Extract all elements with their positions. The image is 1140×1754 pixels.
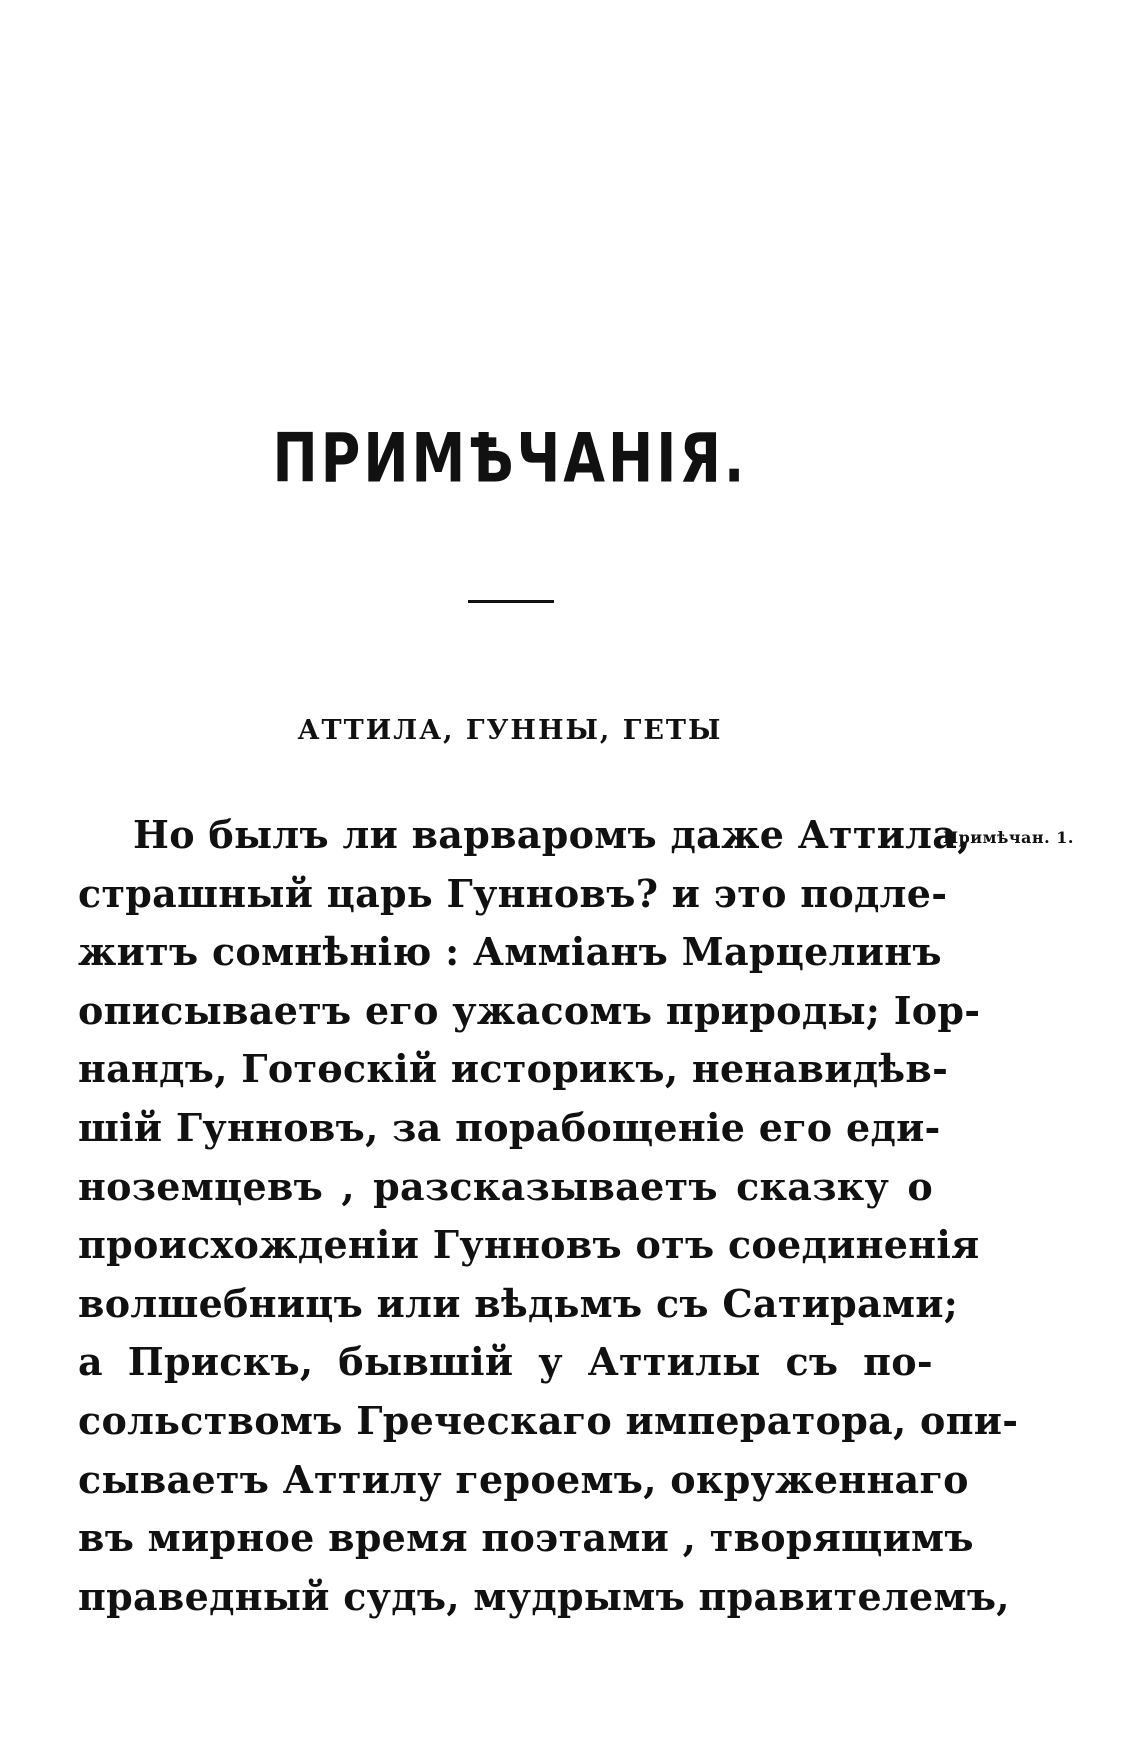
body-line: сываетъ Аттилу героемъ, окруженнаго <box>78 1456 969 1502</box>
body-line: нандъ, Готөскій историкъ, ненавидѣв- <box>78 1046 949 1092</box>
body-line: а Прискъ, бывшій у Аттилы съ по- <box>78 1339 933 1385</box>
body-line: житъ сомнѣнію : Амміанъ Марцелинъ <box>78 929 942 975</box>
body-line: въ мирное время поэтами , творящимъ <box>78 1515 974 1561</box>
page-title: ПРИМѢЧАНІЯ. <box>272 418 748 498</box>
body-line: описываетъ его ужасомъ природы; Іор- <box>78 987 981 1033</box>
section-subtitle: АТТИЛА, ГУННЫ, ГЕТЫ <box>297 715 723 746</box>
body-line: праведный судъ, мудрымъ правителемъ, <box>78 1573 1010 1619</box>
margin-note: Примѣчан. 1. <box>943 828 1074 847</box>
body-line: происхожденіи Гунновъ отъ соединенія <box>78 1222 980 1268</box>
body-line: сольствомъ Греческаго императора, опи- <box>78 1397 1019 1443</box>
body-line: шій Гунновъ, за порабощеніе его еди- <box>78 1104 941 1150</box>
body-line: ноземцевъ , разсказываетъ сказку о <box>78 1163 933 1209</box>
body-line: Но былъ ли варваромъ даже Аттила, <box>133 812 971 857</box>
title-divider <box>468 600 554 603</box>
body-line: страшный царь Гунновъ? и это подле- <box>78 870 948 916</box>
body-line: волшебницъ или вѣдьмъ съ Сатирами; <box>78 1280 959 1326</box>
